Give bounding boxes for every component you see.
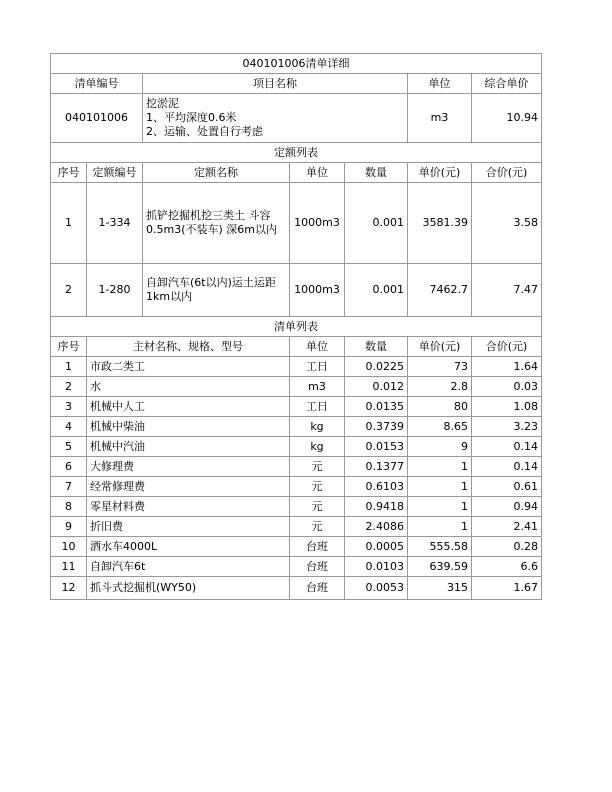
material-unit: 工日 [290, 357, 345, 377]
material-unit-price: 1 [408, 497, 472, 517]
material-row [51, 357, 542, 377]
quota-name-line: 1km以内 [146, 290, 193, 303]
quota-name-line: 抓铲挖掘机挖三类土 斗容 [146, 209, 271, 222]
material-qty: 0.012 [345, 377, 408, 397]
material-name: 机械中人工 [87, 397, 290, 417]
quota-name-line: 自卸汽车(6t以内)运土运距 [146, 276, 276, 289]
material-qty: 0.0005 [345, 537, 408, 557]
material-unit-price: 1 [408, 477, 472, 497]
material-name: 洒水车4000L [87, 537, 290, 557]
material-seq: 12 [51, 577, 87, 600]
quota-code-header: 定额编号 [87, 163, 143, 183]
material-qty: 0.9418 [345, 497, 408, 517]
item-name-line: 2、运输、处置自行考虑 [146, 125, 263, 138]
quota-total: 7.47 [472, 264, 542, 317]
quota-section-title: 定额列表 [51, 143, 542, 163]
quota-name-header: 定额名称 [143, 163, 290, 183]
quota-total-header: 合价(元) [472, 163, 542, 183]
item-code: 040101006 [51, 94, 143, 143]
material-unit-price: 639.59 [408, 557, 472, 577]
material-name: 经常修理费 [87, 477, 290, 497]
item-row [51, 94, 542, 143]
material-total-header: 合价(元) [472, 337, 542, 357]
material-seq: 8 [51, 497, 87, 517]
material-unit: 元 [290, 457, 345, 477]
quota-name [143, 183, 290, 264]
quota-name-line: 0.5m3(不装车) 深6m以内 [146, 223, 278, 236]
quota-row [51, 183, 542, 264]
material-seq: 7 [51, 477, 87, 497]
quota-seq: 2 [51, 264, 87, 317]
quota-qty: 0.001 [345, 183, 408, 264]
material-row [51, 497, 542, 517]
material-row [51, 397, 542, 417]
material-total: 0.28 [472, 537, 542, 557]
material-unit: 台班 [290, 577, 345, 600]
material-qty: 0.0103 [345, 557, 408, 577]
material-qty: 0.0053 [345, 577, 408, 600]
material-seq: 9 [51, 517, 87, 537]
item-unit: m3 [408, 94, 472, 143]
material-unit-price: 315 [408, 577, 472, 600]
quota-qty-header: 数量 [345, 163, 408, 183]
material-row [51, 517, 542, 537]
material-total: 0.61 [472, 477, 542, 497]
quota-unit-price: 3581.39 [408, 183, 472, 264]
material-unit-price: 73 [408, 357, 472, 377]
material-unit-price: 8.65 [408, 417, 472, 437]
material-qty: 0.0153 [345, 437, 408, 457]
quota-code: 1-334 [87, 183, 143, 264]
quota-seq-header: 序号 [51, 163, 87, 183]
material-unit: 元 [290, 477, 345, 497]
material-qty: 0.6103 [345, 477, 408, 497]
material-row [51, 577, 542, 600]
material-qty: 2.4086 [345, 517, 408, 537]
material-name: 自卸汽车6t [87, 557, 290, 577]
material-total: 0.14 [472, 457, 542, 477]
material-name: 市政二类工 [87, 357, 290, 377]
material-name: 折旧费 [87, 517, 290, 537]
material-name: 抓斗式挖掘机(WY50) [87, 577, 290, 600]
material-unit-price: 9 [408, 437, 472, 457]
material-unit-price-header: 单价(元) [408, 337, 472, 357]
material-total: 1.67 [472, 577, 542, 600]
material-unit-price: 80 [408, 397, 472, 417]
material-header-row [51, 337, 542, 357]
bill-detail-table [50, 53, 542, 600]
material-row [51, 557, 542, 577]
quota-name [143, 264, 290, 317]
material-name: 零星材料费 [87, 497, 290, 517]
material-qty-header: 数量 [345, 337, 408, 357]
item-price-header: 综合单价 [472, 74, 542, 94]
material-qty: 0.3739 [345, 417, 408, 437]
quota-seq: 1 [51, 183, 87, 264]
material-seq: 11 [51, 557, 87, 577]
material-unit-price: 555.58 [408, 537, 472, 557]
quota-row [51, 264, 542, 317]
material-seq: 5 [51, 437, 87, 457]
quota-unit: 1000m3 [290, 183, 345, 264]
material-name: 机械中柴油 [87, 417, 290, 437]
material-section-title: 清单列表 [51, 317, 542, 337]
material-unit: m3 [290, 377, 345, 397]
material-qty: 0.0225 [345, 357, 408, 377]
material-unit: kg [290, 437, 345, 457]
material-row [51, 437, 542, 457]
quota-code: 1-280 [87, 264, 143, 317]
item-price: 10.94 [472, 94, 542, 143]
item-header-row [51, 74, 542, 94]
material-total: 0.14 [472, 437, 542, 457]
material-row [51, 457, 542, 477]
quota-header-row [51, 163, 542, 183]
material-unit-header: 单位 [290, 337, 345, 357]
material-seq-header: 序号 [51, 337, 87, 357]
quota-total: 3.58 [472, 183, 542, 264]
material-name: 水 [87, 377, 290, 397]
quota-qty: 0.001 [345, 264, 408, 317]
material-seq: 3 [51, 397, 87, 417]
material-unit: kg [290, 417, 345, 437]
material-total: 2.41 [472, 517, 542, 537]
material-qty: 0.1377 [345, 457, 408, 477]
material-seq: 1 [51, 357, 87, 377]
material-unit: 台班 [290, 537, 345, 557]
table-title: 040101006清单详细 [51, 54, 542, 74]
material-row [51, 377, 542, 397]
material-total: 0.94 [472, 497, 542, 517]
material-name-header: 主材名称、规格、型号 [87, 337, 290, 357]
quota-unit: 1000m3 [290, 264, 345, 317]
item-name-line: 1、平均深度0.6米 [146, 111, 237, 124]
material-name: 大修理费 [87, 457, 290, 477]
quota-unit-header: 单位 [290, 163, 345, 183]
material-row [51, 417, 542, 437]
quota-unit-price-header: 单价(元) [408, 163, 472, 183]
quota-unit-price: 7462.7 [408, 264, 472, 317]
material-seq: 10 [51, 537, 87, 557]
material-name: 机械中汽油 [87, 437, 290, 457]
item-unit-header: 单位 [408, 74, 472, 94]
material-row [51, 537, 542, 557]
material-unit: 元 [290, 517, 345, 537]
item-name [143, 94, 408, 143]
item-code-header: 清单编号 [51, 74, 143, 94]
material-qty: 0.0135 [345, 397, 408, 417]
material-seq: 4 [51, 417, 87, 437]
material-total: 0.03 [472, 377, 542, 397]
material-unit-price: 2.8 [408, 377, 472, 397]
material-total: 1.08 [472, 397, 542, 417]
material-total: 1.64 [472, 357, 542, 377]
material-unit: 工日 [290, 397, 345, 417]
material-unit-price: 1 [408, 517, 472, 537]
material-unit-price: 1 [408, 457, 472, 477]
material-seq: 6 [51, 457, 87, 477]
material-total: 3.23 [472, 417, 542, 437]
item-name-header: 项目名称 [143, 74, 408, 94]
material-total: 6.6 [472, 557, 542, 577]
material-seq: 2 [51, 377, 87, 397]
item-name-line: 挖淤泥 [146, 97, 179, 110]
material-row [51, 477, 542, 497]
material-unit: 元 [290, 497, 345, 517]
material-unit: 台班 [290, 557, 345, 577]
